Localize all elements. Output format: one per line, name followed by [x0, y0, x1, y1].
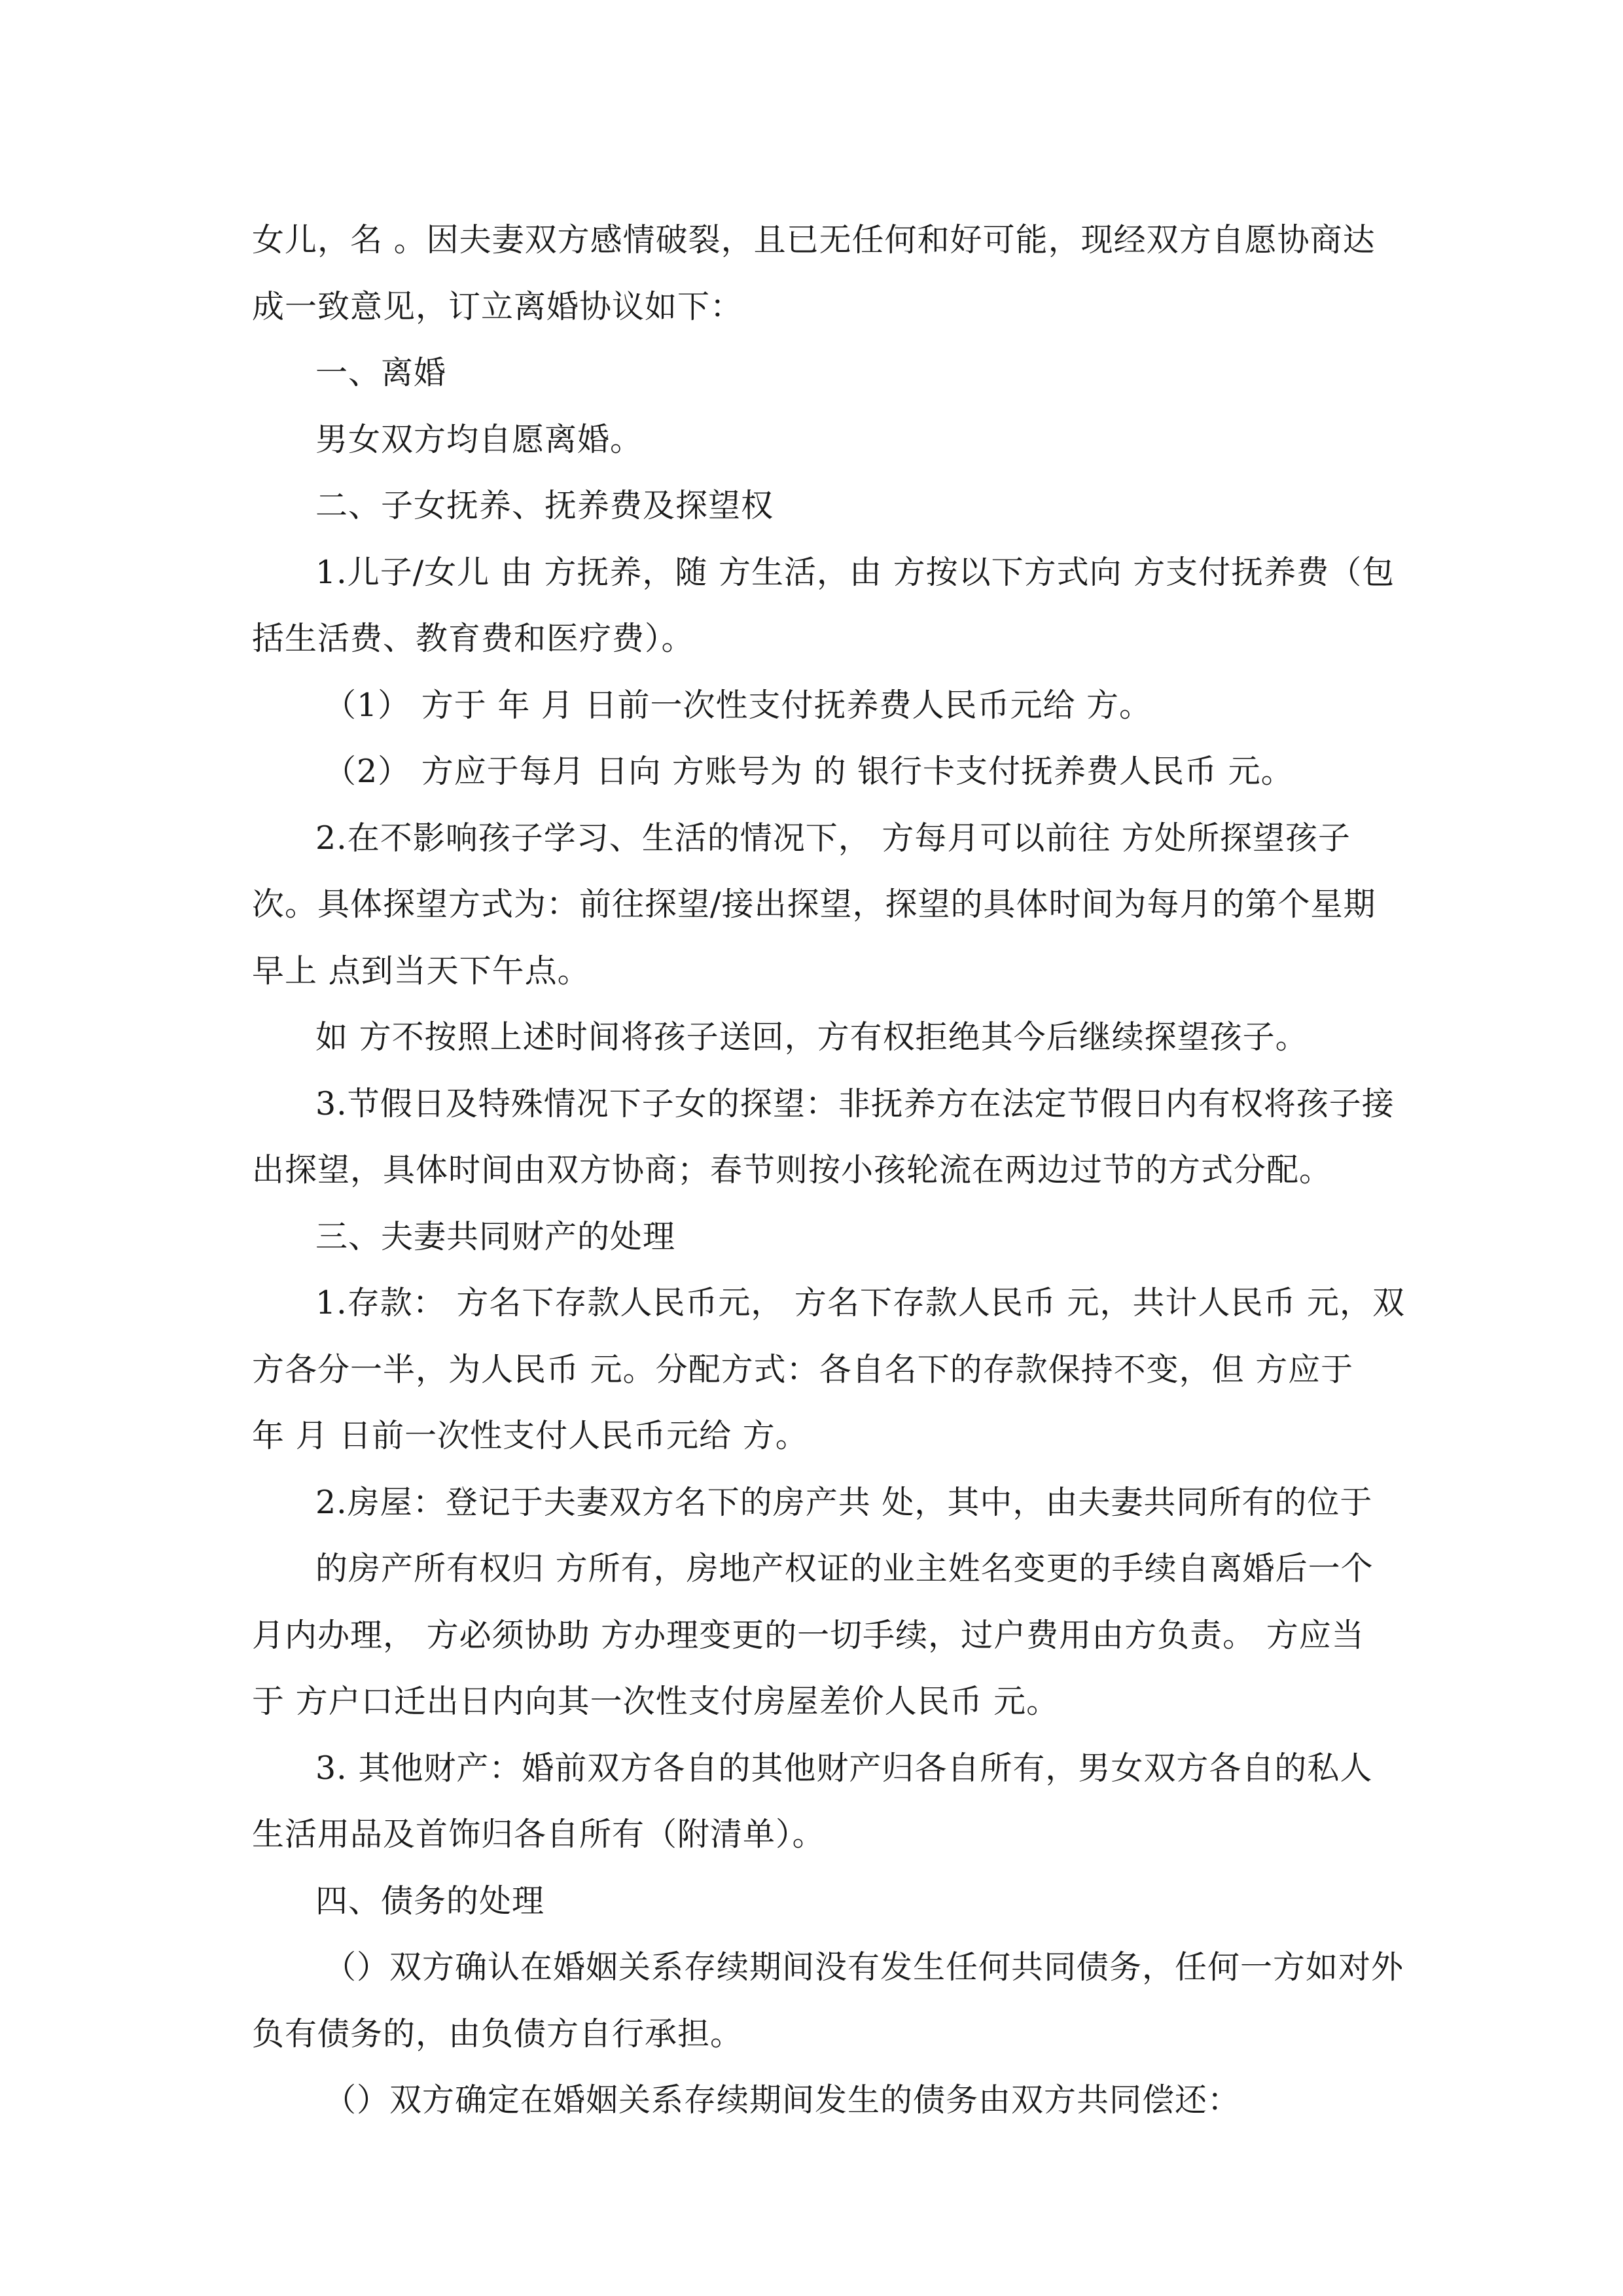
paragraph-line: 3. 其他财产：婚前双方各自的其他财产归各自所有，男女双方各自的私人: [315, 1749, 1373, 1787]
paragraph-line: 次。具体探望方式为：前往探望/接出探望，探望的具体时间为每月的第个星期: [252, 886, 1376, 923]
paragraph-line: 1.儿子/女儿 由 方抚养，随 方生活，由 方按以下方式向 方支付抚养费（包: [315, 553, 1395, 591]
paragraph-line: 2.房屋：登记于夫妻双方名下的房产共 处，其中，由夫妻共同所有的位于: [315, 1483, 1373, 1521]
paragraph-line: 成一致意见，订立离婚协议如下：: [252, 287, 743, 325]
paragraph-line: 方各分一半，为人民币 元。分配方式：各自名下的存款保持不变，但 方应于: [252, 1350, 1354, 1388]
paragraph-line: 男女双方均自愿离婚。: [315, 420, 643, 458]
section-heading-debts: 四、债务的处理: [315, 1882, 545, 1920]
paragraph-line: 括生活费、教育费和医疗费）。: [252, 620, 694, 657]
paragraph-line: 年 月 日前一次性支付人民币元给 方。: [252, 1417, 808, 1454]
section-heading-child-custody: 二、子女抚养、抚养费及探望权: [315, 487, 774, 524]
paragraph-line: 早上 点到当天下午点。: [252, 952, 590, 990]
paragraph-line: 1.存款： 方名下存款人民币元， 方名下存款人民币 元，共计人民币 元，双: [315, 1284, 1406, 1321]
paragraph-line: 如 方不按照上述时间将孩子送回，方有权拒绝其今后继续探望孩子。: [315, 1018, 1308, 1056]
paragraph-line: 于 方户口迁出日内向其一次性支付房屋差价人民币 元。: [252, 1683, 1060, 1720]
paragraph-line: 的房产所有权归 方所有，房地产权证的业主姓名变更的手续自离婚后一个: [315, 1550, 1374, 1587]
paragraph-line: 女儿，名 。因夫妻双方感情破裂，且已无任何和好可能，现经双方自愿协商达: [252, 221, 1376, 259]
paragraph-line: 2.在不影响孩子学习、生活的情况下， 方每月可以前往 方处所探望孩子: [315, 819, 1351, 857]
paragraph-line: 3.节假日及特殊情况下子女的探望：非抚养方在法定节假日内有权将孩子接: [315, 1085, 1395, 1122]
paragraph-line: （）双方确认在婚姻关系存续期间没有发生任何共同债务，任何一方如对外: [324, 1948, 1404, 1986]
section-heading-property: 三、夫妻共同财产的处理: [315, 1217, 676, 1255]
paragraph-line: （1） 方于 年 月 日前一次性支付抚养费人民币元给 方。: [324, 686, 1152, 724]
paragraph-line: 出探望，具体时间由双方协商；春节则按小孩轮流在两边过节的方式分配。: [252, 1151, 1332, 1189]
paragraph-line: 月内办理， 方必须协助 方办理变更的一切手续，过户费用由方负责。 方应当: [252, 1616, 1364, 1654]
paragraph-line: （）双方确定在婚姻关系存续期间发生的债务由双方共同偿还：: [324, 2081, 1241, 2119]
document-body: [252, 207, 1406, 2134]
section-heading-divorce: 一、离婚: [315, 354, 447, 391]
paragraph-line: （2） 方应于每月 日向 方账号为 的 银行卡支付抚养费人民币 元。: [324, 753, 1294, 790]
paragraph-line: 生活用品及首饰归各自所有（附清单）。: [252, 1816, 825, 1853]
paragraph-line: 负有债务的，由负债方自行承担。: [252, 2015, 743, 2053]
